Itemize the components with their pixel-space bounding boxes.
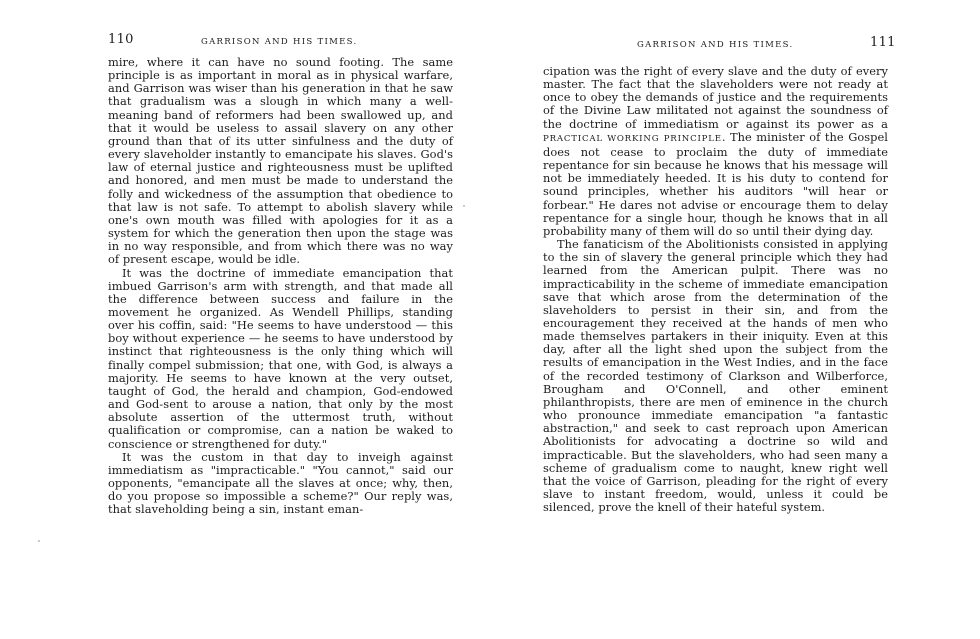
text-run: . The minister of the Gospel does not cease to proclaim the duty of immediate repentance for sin because he knows that his message will not be immediately heeded. It is his duty to contend for sound principles, whether his auditors "will hear or forbear." He dares not advise or encourage them to delay repentance for a single hour, though he knows that in all probability many of them will do so until their dying day. [543,129,888,238]
running-head: GARRISON AND HIS TIMES. [201,37,358,47]
text-run: cipation was the right of every slave and the duty of every master. The fact that the slaveholders were not ready at once to obey the demands of justice and the requirements of the Divine Law militated not against the soundness of the doctrine of immediatism or against its power as a [543,64,888,131]
paragraph [543,65,888,238]
text-column [543,65,888,514]
paragraph: mire, where it can have no sound footing. The same principle is as important in moral as in physical warfare, and Garrison was wiser than his generation in that he saw that gradualism was a slough in which many a well-meaning band of reformers had been swallowed up, and that it would be useless to assail slavery on any other ground than that of its utter sinfulness and the duty of every slaveholder instantly to emancipate his slaves. God's law of eternal justice and righteousness must be uplifted and honored, and men must be made to understand the folly and wickedness of the assumption that obedience to that law is not safe. To attempt to abolish slavery while one's own mouth was filled with apologies for it as a system for which the generation then upon the stage was in no way responsible, and from which there was no way of present escape, would be idle. [108,55,453,267]
page-number: 110 [108,32,134,47]
print-speck [463,205,465,207]
right-page [490,0,980,639]
page-number: 111 [870,35,896,50]
paragraph: It was the custom in that day to inveigh against immediatism as "impracticable." "You cannot," said our opponents, "emancipate all the slaves at once; why, then, do you propose so impossible a scheme?" Our reply was, that slaveholding being a sin, instant eman- [108,449,453,517]
print-speck [38,540,40,542]
paragraph: It was the doctrine of immediate emancipation that imbued Garrison's arm with strength, and that made all the difference between success and failure in the movement he organized. As Wendell Phillips, standing over his coffin, said: "He seems to have understood — this boy without experience — he seems to have understood by instinct that righteousness is the only thing which will finally compel submission; that one, with God, is always a majority. He seems to have known at the very outset, taught of God, the herald and champion, God-endowed and God-sent to arouse a nation, that only by the most absolute assertion of the uttermost truth, without qualification or compromise, can a nation be waked to conscience or strengthened for duty." [108,265,453,451]
text-column [108,56,453,516]
paragraph: The fanaticism of the Abolitionists consisted in applying to the sin of slavery the general principle which they had learned from the American pulpit. There was no impracticability in the scheme of immediate emancipation save that which arose from the determination of the slaveholders to persist in their sin, and from the encouragement they received at the hands of men who made themselves partakers in their iniquity. Even at this day, after all the light shed upon the subject from the results of emancipation in the West Indies, and in the face of the recorded testimony of Clarkson and Wilberforce, Brougham and O'Connell, and other eminent philanthropists, there are men of eminence in the church who pronounce immediate emancipation "a fantastic abstraction," and seek to cast reproach upon American Abolitionists for advocating a doctrine so wild and impracticable. But the slaveholders, who had seen many a scheme of gradualism come to naught, knew right well that the voice of Garrison, pleading for the right of every slave to instant freedom, would, unless it could be silenced, prove the knell of their hateful system. [543,237,888,515]
small-caps-phrase: PRACTICAL WORKING PRINCIPLE [543,133,722,144]
running-head: GARRISON AND HIS TIMES. [637,40,794,50]
